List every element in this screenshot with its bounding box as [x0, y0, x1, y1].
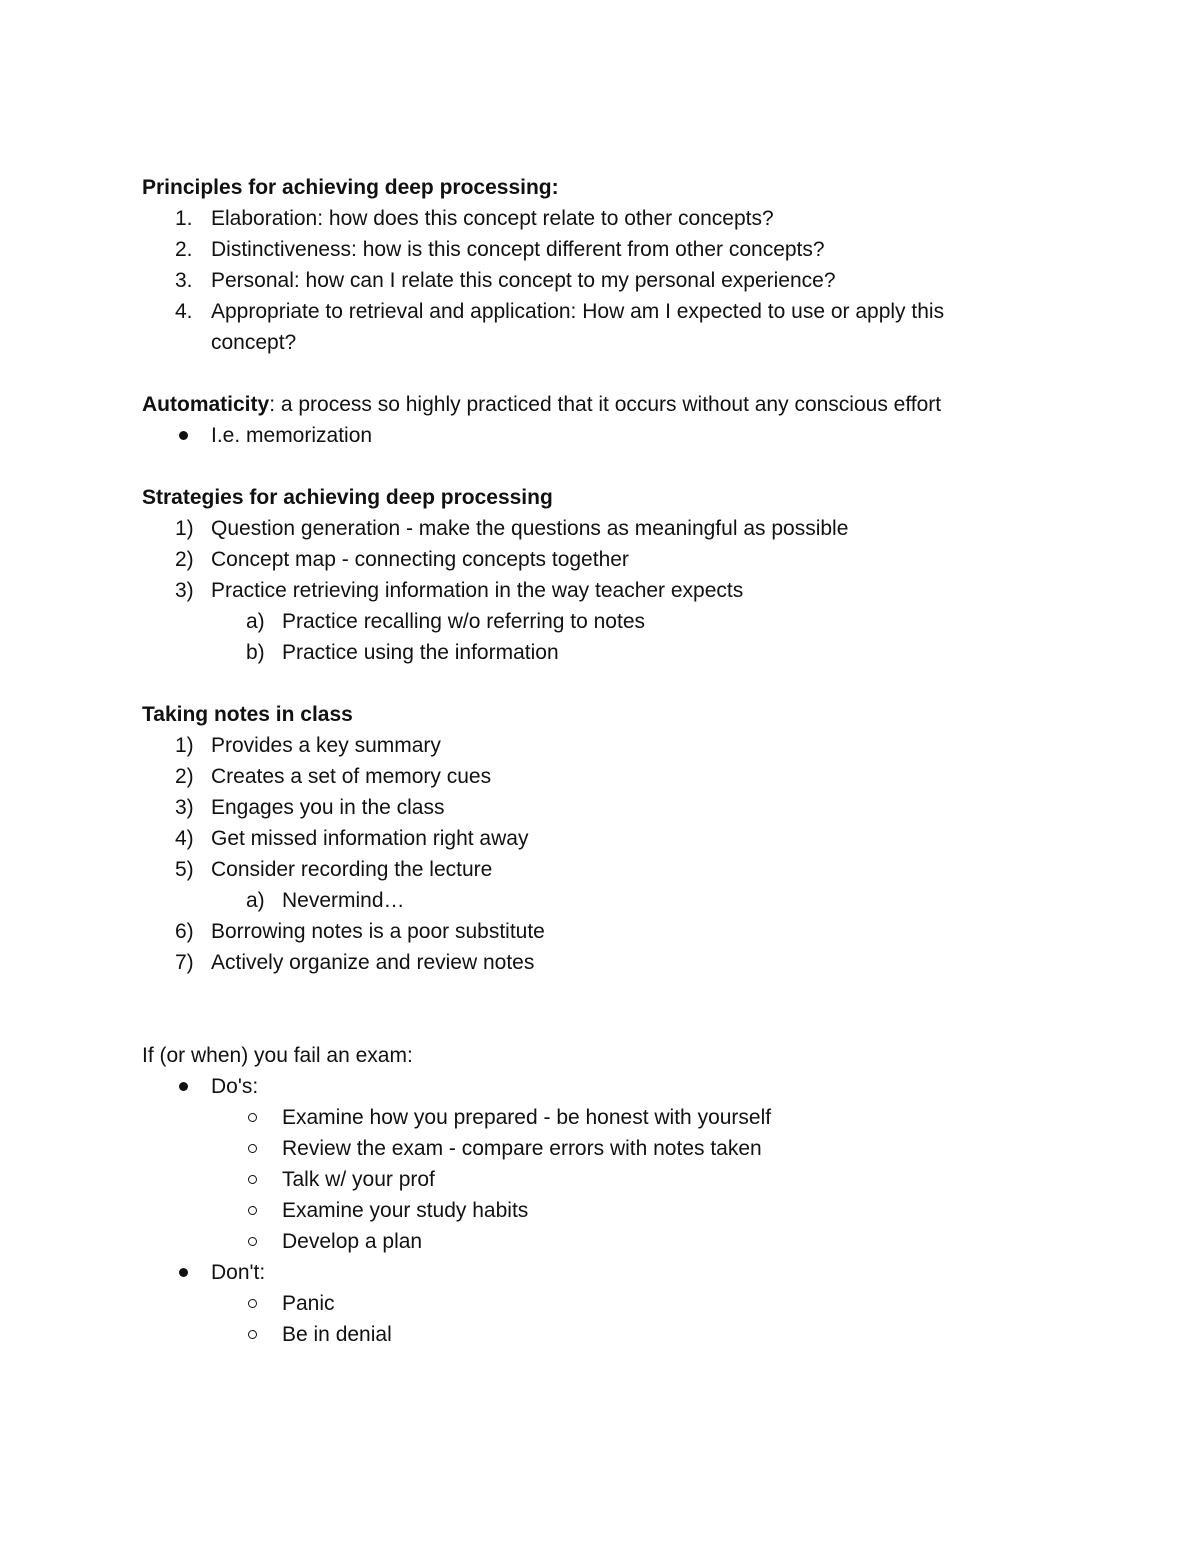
- automaticity-bullet: [142, 420, 1102, 451]
- dos-bullet: [142, 1071, 1102, 1102]
- list-item-text: Do's:: [211, 1075, 259, 1098]
- principles-item-continuation: [142, 327, 1102, 358]
- list-item-text: Examine your study habits: [282, 1199, 529, 1222]
- donts-bullet: [142, 1257, 1102, 1288]
- list-item-text: Elaboration: how does this concept relate to other concepts?: [211, 207, 774, 230]
- list-item-text: Nevermind…: [282, 889, 405, 912]
- list-marker: a): [246, 610, 265, 633]
- list-item-text: Consider recording the lecture: [211, 858, 493, 881]
- dos-subitem: [142, 1226, 1102, 1257]
- automaticity-term: Automaticity: [142, 393, 270, 416]
- automaticity-definition: [142, 389, 1102, 420]
- list-item-text: Develop a plan: [282, 1230, 423, 1253]
- automaticity-text: : a process so highly practiced that it occurs without any conscious effort: [269, 393, 942, 416]
- principles-item: [142, 203, 1102, 234]
- list-item-text: Actively organize and review notes: [211, 951, 535, 974]
- strategies-heading: Strategies for achieving deep processing: [142, 486, 553, 509]
- bullet-circle-icon: [248, 1175, 257, 1184]
- list-marker: 1.: [175, 207, 193, 230]
- list-item-text: Don't:: [211, 1261, 266, 1284]
- list-item-text: Talk w/ your prof: [282, 1168, 435, 1191]
- list-marker: 1): [175, 517, 194, 540]
- principles-item: [142, 234, 1102, 265]
- dos-subitem: [142, 1133, 1102, 1164]
- list-marker: 1): [175, 734, 194, 757]
- fail-intro: If (or when) you fail an exam:: [142, 1044, 413, 1067]
- list-marker: 3): [175, 579, 194, 602]
- list-item-text: Panic: [282, 1292, 335, 1315]
- list-item-text: Practice retrieving information in the way teacher expects: [211, 579, 744, 602]
- donts-subitem: [142, 1319, 1102, 1350]
- list-marker: 4): [175, 827, 194, 850]
- bullet-dot-icon: [179, 1268, 188, 1277]
- list-marker: 5): [175, 858, 194, 881]
- spacer: [142, 451, 1102, 482]
- list-item-text: Examine how you prepared - be honest with yourself: [282, 1106, 772, 1129]
- list-marker: 2): [175, 765, 194, 788]
- notes-item: [142, 730, 1102, 761]
- list-marker: 2.: [175, 238, 193, 261]
- list-item-text: Get missed information right away: [211, 827, 529, 850]
- bullet-circle-icon: [248, 1144, 257, 1153]
- notes-subitem: [142, 885, 1102, 916]
- list-marker: b): [246, 641, 265, 664]
- bullet-circle-icon: [248, 1330, 257, 1339]
- list-item-text: concept?: [211, 331, 297, 354]
- list-marker: 3.: [175, 269, 193, 292]
- spacer: [142, 1009, 1102, 1040]
- list-item-text: Question generation - make the questions as meaningful as possible: [211, 517, 849, 540]
- list-item-text: Creates a set of memory cues: [211, 765, 492, 788]
- dos-subitem: [142, 1195, 1102, 1226]
- list-item-text: Borrowing notes is a poor substitute: [211, 920, 545, 943]
- bullet-dot-icon: [179, 1082, 188, 1091]
- list-marker: 6): [175, 920, 194, 943]
- list-item-text: Engages you in the class: [211, 796, 445, 819]
- list-item-text: Practice recalling w/o referring to notes: [282, 610, 645, 633]
- strategies-item: [142, 544, 1102, 575]
- list-marker: 4.: [175, 300, 193, 323]
- notes-item: [142, 916, 1102, 947]
- list-marker: 2): [175, 548, 194, 571]
- principles-item: [142, 296, 1102, 327]
- bullet-circle-icon: [248, 1299, 257, 1308]
- notes-item: [142, 854, 1102, 885]
- notes-item: [142, 761, 1102, 792]
- principles-heading: Principles for achieving deep processing:: [142, 176, 559, 199]
- list-item-text: Personal: how can I relate this concept to my personal experience?: [211, 269, 836, 292]
- bullet-circle-icon: [248, 1113, 257, 1122]
- list-marker: 3): [175, 796, 194, 819]
- spacer: [142, 978, 1102, 1009]
- dos-subitem: [142, 1164, 1102, 1195]
- notes-item: [142, 947, 1102, 978]
- strategies-subitem: [142, 637, 1102, 668]
- dos-subitem: [142, 1102, 1102, 1133]
- bullet-dot-icon: [179, 431, 188, 440]
- bullet-circle-icon: [248, 1206, 257, 1215]
- list-item-text: Review the exam - compare errors with notes taken: [282, 1137, 762, 1160]
- list-marker: 7): [175, 951, 194, 974]
- list-item-text: Be in denial: [282, 1323, 392, 1346]
- list-item-text: I.e. memorization: [211, 424, 373, 447]
- notes-item: [142, 792, 1102, 823]
- list-item-text: Distinctiveness: how is this concept different from other concepts?: [211, 238, 825, 261]
- list-item-text: Provides a key summary: [211, 734, 441, 757]
- document-page: [142, 172, 1102, 1350]
- strategies-subitem: [142, 606, 1102, 637]
- notes-item: [142, 823, 1102, 854]
- principles-item: [142, 265, 1102, 296]
- strategies-item: [142, 513, 1102, 544]
- spacer: [142, 358, 1102, 389]
- donts-subitem: [142, 1288, 1102, 1319]
- notes-heading: Taking notes in class: [142, 703, 353, 726]
- list-marker: a): [246, 889, 265, 912]
- strategies-item: [142, 575, 1102, 606]
- list-item-text: Appropriate to retrieval and application: How am I expected to use or apply this: [211, 300, 945, 323]
- list-item-text: Practice using the information: [282, 641, 559, 664]
- spacer: [142, 668, 1102, 699]
- bullet-circle-icon: [248, 1237, 257, 1246]
- list-item-text: Concept map - connecting concepts together: [211, 548, 629, 571]
